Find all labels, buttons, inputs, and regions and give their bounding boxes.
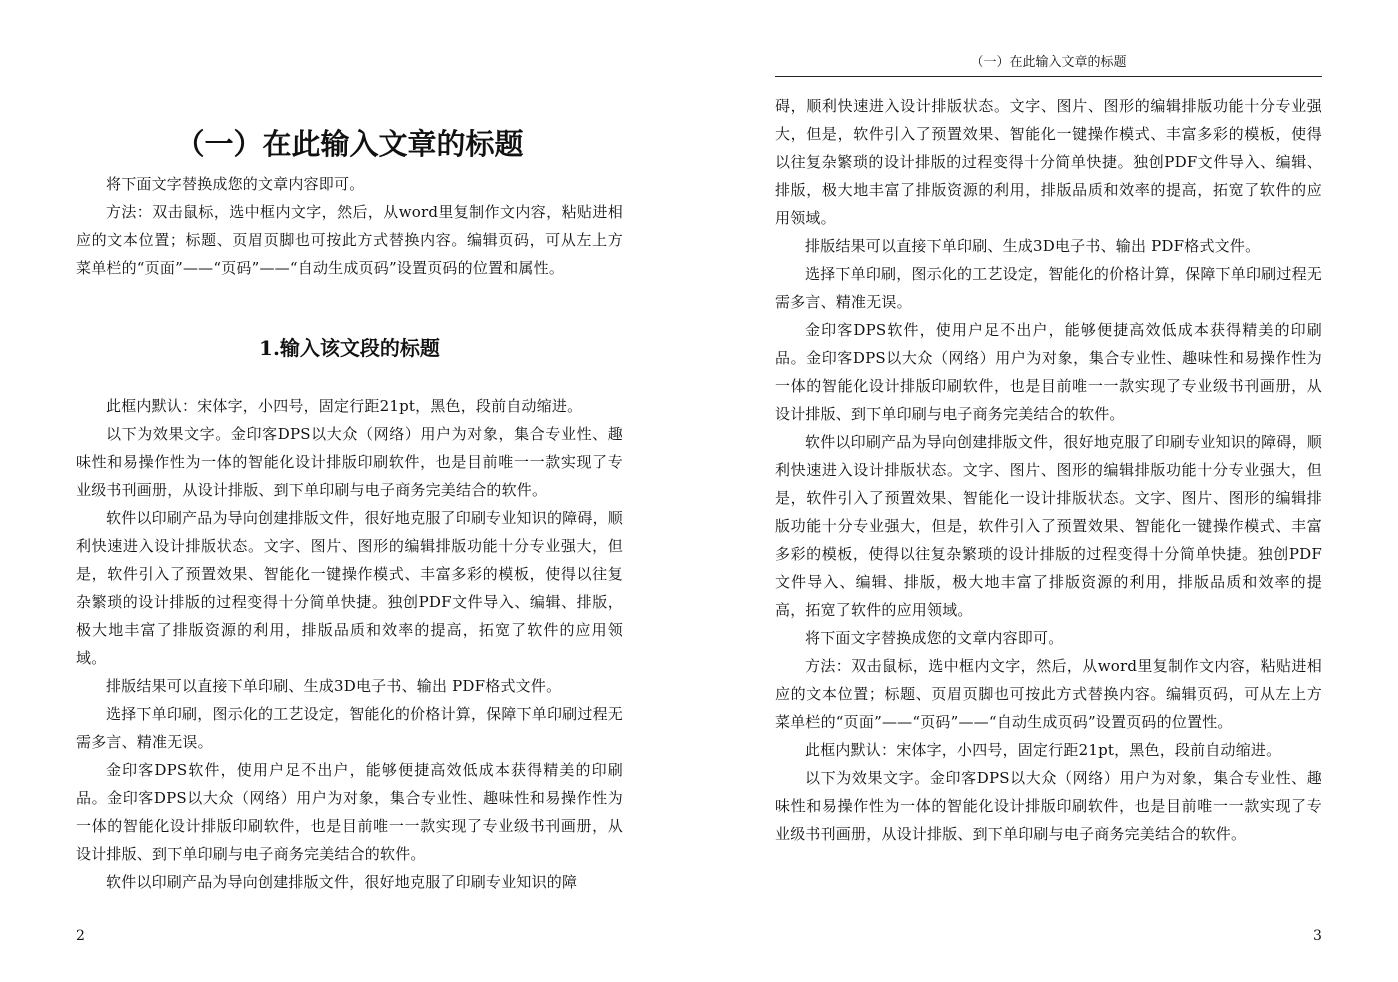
- section-title: 1.输入该文段的标题: [259, 336, 440, 360]
- paragraph: 软件以印刷产品为导向创建排版文件，很好地克服了印刷专业知识的障碍，顺利快速进入设计排版状态。文字、图片、图形的编辑排版功能十分专业强大，但是，软件引入了预置效果、智能化一设计排版状态。文字、图片、图形的编辑排版功能十分专业强大，但是，软件引入了预置效果、智能化一键操作模式、丰富多彩的模板，使得以往复杂繁琐的设计排版的过程变得十分简单快捷。独创PDF文件导入、编辑、排版，极大地丰富了排版资源的利用，排版品质和效率的提高，拓宽了软件的应用领域。: [775, 433, 1322, 619]
- paragraph: 排版结果可以直接下单印刷、生成3D电子书、输出 PDF格式文件。: [805, 237, 1261, 255]
- paragraph: 金印客DPS软件，使用户足不出户，能够便捷高效低成本获得精美的印刷品。金印客DPS以大众（网络）用户为对象，集合专业性、趣味性和易操作性为一体的智能化设计排版印刷软件，也是目前唯一一款实现了专业级书刊画册，从设计排版、到下单印刷与电子商务完美结合的软件。: [76, 761, 623, 863]
- paragraph: 碍，顺利快速进入设计排版状态。文字、图片、图形的编辑排版功能十分专业强大，但是，软件引入了预置效果、智能化一键操作模式、丰富多彩的模板，使得以往复杂繁琐的设计排版的过程变得十分简单快捷。独创PDF文件导入、编辑、排版，极大地丰富了排版资源的利用，排版品质和效率的提高，拓宽了软件的应用领域。: [775, 97, 1322, 227]
- paragraph: 此框内默认：宋体字，小四号，固定行距21pt，黑色，段前自动缩进。: [106, 397, 583, 415]
- intro-text-block: [76, 170, 623, 282]
- paragraph: 软件以印刷产品为导向创建排版文件，很好地克服了印刷专业知识的障碍，顺利快速进入设计排版状态。文字、图片、图形的编辑排版功能十分专业强大，但是，软件引入了预置效果、智能化一键操作模式、丰富多彩的模板，使得以往复杂繁琐的设计排版的过程变得十分简单快捷。独创PDF文件导入、编辑、排版，极大地丰富了排版资源的利用，排版品质和效率的提高，拓宽了软件的应用领域。: [76, 509, 623, 667]
- page-number: 2: [76, 928, 85, 944]
- paragraph: 选择下单印刷，图示化的工艺设定，智能化的价格计算，保障下单印刷过程无需多言、精准无误。: [775, 265, 1322, 311]
- paragraph: 软件以印刷产品为导向创建排版文件，很好地克服了印刷专业知识的障: [106, 873, 578, 891]
- paragraph: 选择下单印刷，图示化的工艺设定，智能化的价格计算，保障下单印刷过程无需多言、精准无误。: [76, 705, 623, 751]
- paragraph: 以下为效果文字。金印客DPS以大众（网络）用户为对象，集合专业性、趣味性和易操作性为一体的智能化设计排版印刷软件，也是目前唯一一款实现了专业级书刊画册，从设计排版、到下单印刷与电子商务完美结合的软件。: [76, 425, 623, 499]
- article-title: （一）在此输入文章的标题: [175, 127, 524, 161]
- paragraph: 以下为效果文字。金印客DPS以大众（网络）用户为对象，集合专业性、趣味性和易操作性为一体的智能化设计排版印刷软件，也是目前唯一一款实现了专业级书刊画册，从设计排版、到下单印刷与电子商务完美结合的软件。: [775, 769, 1322, 843]
- right-page: [699, 0, 1398, 982]
- running-header: （一）在此输入文章的标题: [775, 52, 1322, 77]
- paragraph: 方法：双击鼠标，选中框内文字，然后，从word里复制作文内容，粘贴进相应的文本位置；标题、页眉页脚也可按此方式替换内容。编辑页码，可从左上方菜单栏的“页面”——“页码”——“自动生成页码”设置页码的位置和属性。: [76, 203, 623, 277]
- page-number: 3: [1313, 928, 1322, 944]
- paragraph: 将下面文字替换成您的文章内容即可。: [106, 175, 365, 193]
- paragraph: 此框内默认：宋体字，小四号，固定行距21pt，黑色，段前自动缩进。: [805, 741, 1282, 759]
- paragraph: 金印客DPS软件，使用户足不出户，能够便捷高效低成本获得精美的印刷品。金印客DPS以大众（网络）用户为对象，集合专业性、趣味性和易操作性为一体的智能化设计排版印刷软件，也是目前唯一一款实现了专业级书刊画册，从设计排版、到下单印刷与电子商务完美结合的软件。: [775, 321, 1322, 423]
- paragraph: 方法：双击鼠标，选中框内文字，然后，从word里复制作文内容，粘贴进相应的文本位置；标题、页眉页脚也可按此方式替换内容。编辑页码，可从左上方菜单栏的“页面”——“页码”——“自动生成页码”设置页码的位置性。: [775, 657, 1322, 731]
- body-text-block: [76, 392, 623, 896]
- paragraph: 排版结果可以直接下单印刷、生成3D电子书、输出 PDF格式文件。: [106, 677, 562, 695]
- body-text-block: [775, 92, 1322, 848]
- paragraph: 将下面文字替换成您的文章内容即可。: [805, 629, 1064, 647]
